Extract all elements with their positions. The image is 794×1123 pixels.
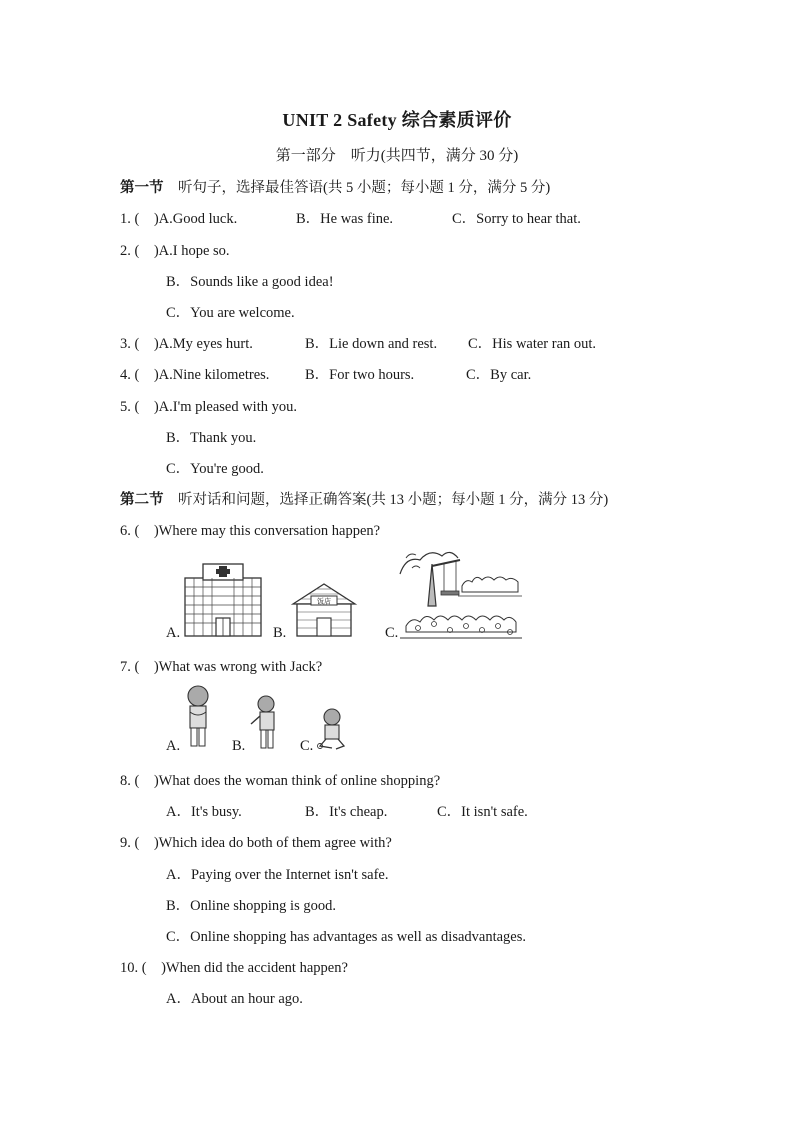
q4-option-c: C．By car.: [466, 367, 532, 383]
q1-stem: 1. ( )A.Good luck.: [120, 211, 238, 227]
q5-option-b: B．Thank you.: [166, 430, 257, 446]
q8-option-b: B．It's cheap.: [305, 804, 388, 820]
boy-stomachache-image: [182, 684, 214, 752]
q2-option-c: C．You are welcome.: [166, 305, 295, 321]
part-one-heading: 第一部分 听力(共四节，满分 30 分): [275, 148, 519, 164]
q9-option-c: C．Online shopping has advantages as well as disadvantages.: [166, 929, 527, 945]
q3-option-b: B．Lie down and rest.: [305, 336, 438, 352]
q7-stem: 7. ( )What was wrong with Jack?: [120, 659, 323, 675]
q8-stem: 8. ( )What does the woman think of online shopping?: [120, 773, 441, 789]
section-2-instructions: 听对话和问题，选择正确答案(共 13 小题；每小题 1 分，满分 13 分): [163, 492, 609, 508]
q10-option-a: A．About an hour ago.: [166, 991, 303, 1007]
q5-option-c: C．You're good.: [166, 461, 264, 477]
q7-option-a-label: A.: [166, 738, 181, 754]
q8-option-c: C．It isn't safe.: [437, 804, 528, 820]
section-2-heading: [120, 488, 608, 509]
section-1-heading: [120, 176, 550, 197]
section-1-label: 第一节: [120, 180, 164, 196]
section-2-label: 第二节: [120, 492, 164, 508]
q9-option-b: B．Online shopping is good.: [166, 898, 336, 914]
q2-option-b: B．Sounds like a good idea!: [166, 274, 334, 290]
q3-option-c: C．His water ran out.: [468, 336, 597, 352]
q6-option-c-label: C.: [385, 625, 399, 641]
q2-stem: 2. ( )A.I hope so.: [120, 243, 230, 259]
section-1-instructions: 听句子，选择最佳答语(共 5 小题；每小题 1 分，满分 5 分): [163, 180, 551, 196]
q6-stem: 6. ( )Where may this conversation happen?: [120, 523, 381, 539]
q6-option-b-label: B.: [273, 625, 287, 641]
hospital-building-image: [183, 560, 263, 638]
restaurant-building-image: [291, 582, 357, 638]
q6-option-a-label: A.: [166, 625, 181, 641]
q10-stem: 10. ( )When did the accident happen?: [120, 960, 348, 976]
q7-option-b-label: B.: [232, 738, 246, 754]
q5-stem: 5. ( )A.I'm pleased with you.: [120, 399, 297, 415]
q7-option-c-label: C.: [300, 738, 314, 754]
park-swing-image: [398, 546, 524, 640]
q1-option-c: C．Sorry to hear that.: [452, 211, 581, 227]
boy-hurt-knee-image: [314, 708, 348, 752]
restaurant-sign-text: 饭店: [317, 597, 331, 606]
q4-stem: 4. ( )A.Nine kilometres.: [120, 367, 270, 383]
q8-option-a: A．It's busy.: [166, 804, 242, 820]
q1-option-b: B．He was fine.: [296, 211, 394, 227]
q3-stem: 3. ( )A.My eyes hurt.: [120, 336, 253, 352]
exam-title: UNIT 2 Safety 综合素质评价: [282, 110, 512, 130]
q9-stem: 9. ( )Which idea do both of them agree with?: [120, 835, 392, 851]
q9-option-a: A．Paying over the Internet isn't safe.: [166, 867, 389, 883]
boy-hurt-arm-image: [248, 694, 282, 752]
q4-option-b: B．For two hours.: [305, 367, 415, 383]
